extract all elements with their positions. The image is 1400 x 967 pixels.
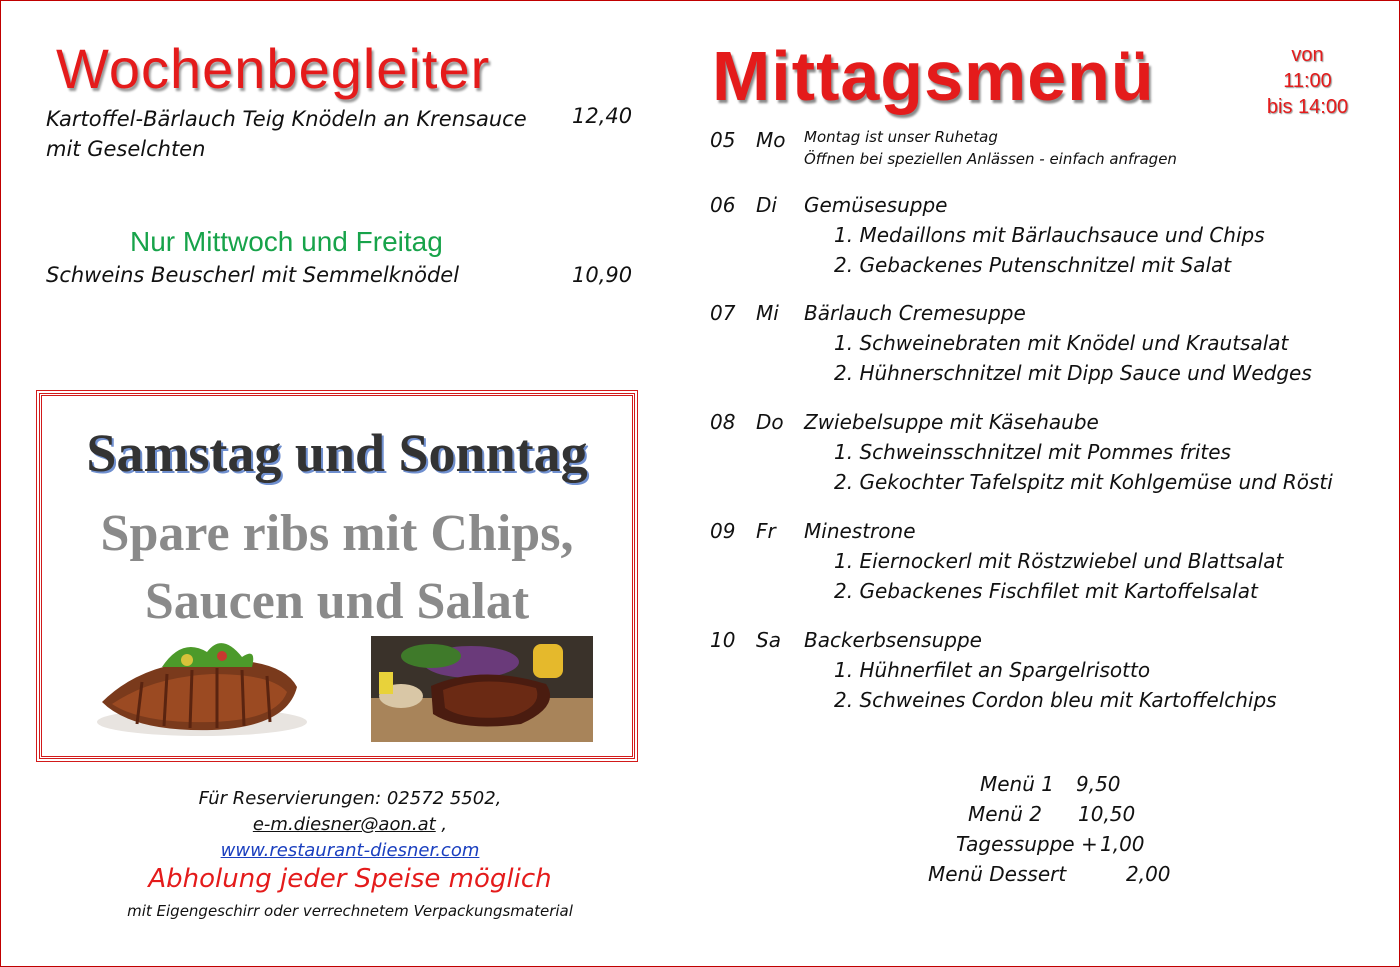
menu1-price: 9,50 — [1076, 772, 1121, 796]
weekend-special-box — [39, 393, 635, 759]
weekly-dish: Kartoffel-Bärlauch Teig Knödeln an Krensauce mit Geselchten — [46, 107, 527, 161]
weekday: Di — [756, 193, 777, 217]
weekend-dish-line1: Spare ribs mit Chips, — [100, 505, 574, 562]
closed-note: Montag ist unser Ruhetag — [804, 128, 998, 146]
menu-option-1: 1. Eiernockerl mit Röstzwiebel und Blattsalat — [834, 549, 1284, 573]
soup: Gemüsesuppe — [804, 193, 948, 217]
day-number: 05 — [710, 128, 736, 152]
menu2-price: 10,50 — [1078, 802, 1136, 826]
weekend-title: Samstag und Sonntag — [86, 423, 588, 483]
weekend-dish-line2: Saucen und Salat — [144, 573, 530, 630]
lunch-menu-title: Mittagsmenü — [712, 37, 1155, 115]
pickup-notice: Abholung jeder Speise möglich — [148, 864, 552, 894]
weekday: Do — [756, 410, 784, 434]
soup-price: 1,00 — [1100, 832, 1145, 856]
website-link[interactable]: www.restaurant-diesner.com — [220, 840, 480, 861]
weekly-special-title: Wochenbegleiter — [56, 37, 491, 100]
menu-option-2: 2. Gebackenes Fischfilet mit Kartoffelsalat — [834, 579, 1258, 603]
day-number: 10 — [710, 628, 736, 652]
menu-option-2: 2. Hühnerschnitzel mit Dipp Sauce und Wedges — [834, 361, 1312, 385]
pickup-note: mit Eigengeschirr oder verrechnetem Verpackungsmaterial — [127, 902, 573, 920]
spare-ribs-plate-photo — [371, 636, 593, 742]
opening-times — [1250, 42, 1365, 120]
weekday: Fr — [756, 519, 776, 543]
day-number: 06 — [710, 193, 736, 217]
menu-option-2: 2. Gekochter Tafelspitz mit Kohlgemüse und Rösti — [834, 470, 1333, 494]
weekly-dish-price: 12,40 — [572, 104, 633, 128]
soup-label: Tagessuppe + — [956, 832, 1098, 856]
email-link[interactable]: e-m.diesner@aon.at — [252, 814, 436, 835]
dessert-price: 2,00 — [1126, 862, 1171, 886]
spare-ribs-photo — [82, 632, 312, 744]
time-from: 11:00 — [1283, 70, 1332, 92]
day-number: 09 — [710, 519, 736, 543]
menu-option-1: 1. Hühnerfilet an Spargelrisotto — [834, 658, 1151, 682]
soup: Backerbsensuppe — [804, 628, 982, 652]
weekday: Mi — [756, 301, 779, 325]
soup: Minestrone — [804, 519, 916, 543]
weekday: Sa — [756, 628, 781, 652]
soup: Bärlauch Cremesuppe — [804, 301, 1026, 325]
menu1-label: Menü 1 — [980, 772, 1054, 796]
contact-info — [100, 786, 600, 864]
menu-option-1: 1. Schweinebraten mit Knödel und Krautsalat — [834, 331, 1289, 355]
open-note: Öffnen bei speziellen Anlässen - einfach anfragen — [804, 150, 1177, 168]
wed-fri-dish-price: 10,90 — [572, 263, 633, 287]
day-number: 08 — [710, 410, 736, 434]
day-number: 07 — [710, 301, 736, 325]
menu-option-1: 1. Medaillons mit Bärlauchsauce und Chips — [834, 223, 1265, 247]
dessert-label: Menü Dessert — [928, 862, 1067, 886]
wed-fri-dish: Schweins Beuscherl mit Semmelknödel — [46, 263, 460, 287]
menu-option-2: 2. Gebackenes Putenschnitzel mit Salat — [834, 253, 1232, 277]
reservation-phone: Für Reservierungen: 02572 5502, — [198, 788, 502, 809]
menu2-label: Menü 2 — [968, 802, 1042, 826]
wed-fri-heading: Nur Mittwoch und Freitag — [130, 226, 443, 257]
email-suffix: , — [435, 814, 448, 835]
menu-option-2: 2. Schweines Cordon bleu mit Kartoffelchips — [834, 688, 1277, 712]
soup: Zwiebelsuppe mit Käsehaube — [804, 410, 1099, 434]
time-to: bis 14:00 — [1266, 96, 1349, 118]
weekday: Mo — [756, 128, 786, 152]
time-from-label: von — [1291, 44, 1324, 66]
menu-option-1: 1. Schweinsschnitzel mit Pommes frites — [834, 440, 1231, 464]
